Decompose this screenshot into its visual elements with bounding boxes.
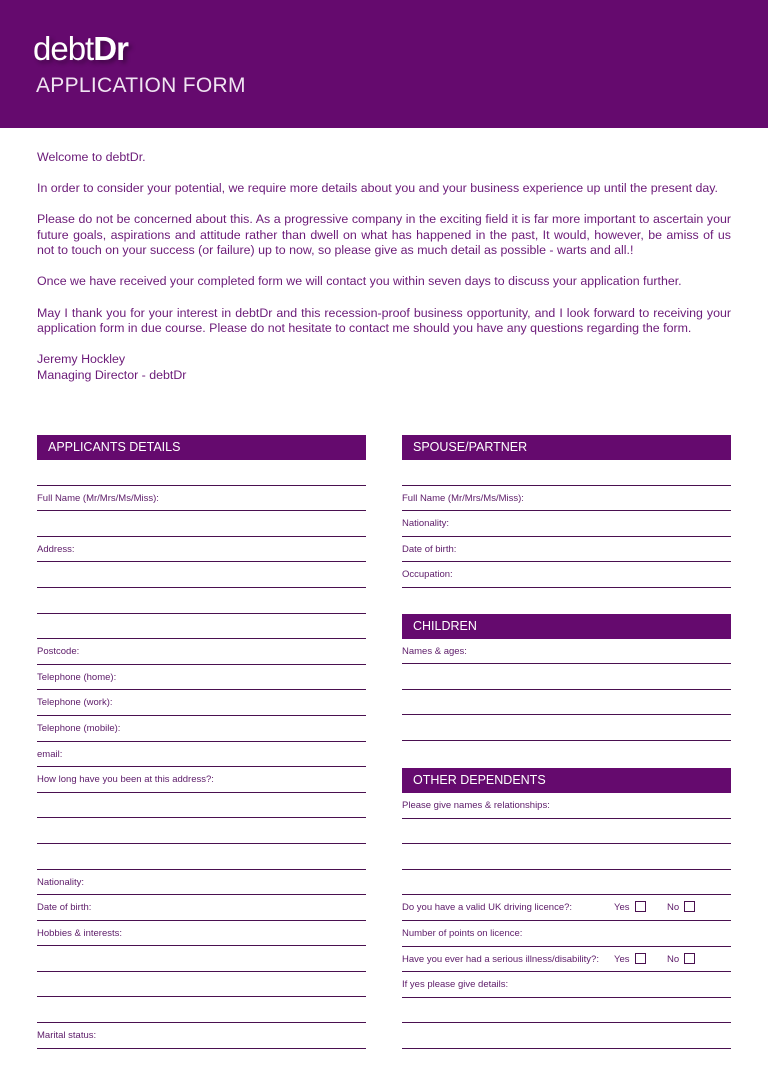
field-label: Date of birth:	[402, 543, 457, 555]
section-header-children: CHILDREN	[402, 614, 731, 639]
logo-light: debt	[33, 30, 94, 67]
field-label: Names & ages:	[402, 645, 467, 657]
signature-name: Jeremy Hockley	[37, 352, 126, 367]
checkbox[interactable]	[635, 901, 646, 912]
form-line[interactable]	[37, 793, 366, 819]
yes-label: Yes	[614, 902, 630, 914]
form-line[interactable]	[402, 844, 731, 870]
form-field[interactable]	[37, 690, 366, 716]
header-banner	[0, 0, 768, 128]
form-field[interactable]	[402, 537, 731, 563]
field-label: Telephone (mobile):	[37, 722, 121, 734]
section-header-dependents: OTHER DEPENDENTS	[402, 768, 731, 793]
form-line[interactable]	[402, 715, 731, 741]
field-label: Address:	[37, 543, 75, 555]
field-label: Do you have a valid UK driving licence?:	[402, 902, 573, 914]
intro-paragraph: In order to consider your potential, we require more details about you and your business experience up until the present day.	[37, 181, 718, 196]
field-label: Date of birth:	[37, 902, 92, 914]
illness-yes[interactable]	[614, 947, 646, 972]
licence-field[interactable]	[402, 895, 731, 921]
form-line[interactable]	[37, 972, 366, 998]
form-line[interactable]	[37, 614, 366, 640]
form-line[interactable]	[37, 844, 366, 870]
field-label: Postcode:	[37, 646, 80, 658]
details-field[interactable]	[402, 972, 731, 998]
form-line[interactable]	[37, 511, 366, 537]
section-header-applicant: APPLICANTS DETAILS	[37, 435, 366, 460]
no-label: No	[667, 953, 680, 965]
section-header-spouse: SPOUSE/PARTNER	[402, 435, 731, 460]
field-label: Please give names & relationships:	[402, 799, 550, 811]
form-line[interactable]	[402, 460, 731, 486]
form-line[interactable]	[37, 818, 366, 844]
form-field[interactable]	[402, 562, 731, 588]
right-column	[402, 435, 731, 1049]
field-label: Have you ever had a serious illness/disability?:	[402, 953, 599, 965]
checkbox[interactable]	[684, 953, 695, 964]
form-line[interactable]	[37, 588, 366, 614]
form-field[interactable]	[402, 486, 731, 512]
form-field[interactable]	[402, 511, 731, 537]
intro-paragraph: Once we have received your completed form we will contact you within seven days to discuss your application further.	[37, 274, 682, 289]
form-field[interactable]	[37, 537, 366, 563]
page-title: APPLICATION FORM	[36, 74, 246, 97]
no-label: No	[667, 902, 680, 914]
intro-paragraph: Please do not be concerned about this. As a progressive company in the exciting field it is far more important to ascertain your future goals, aspirations and attitude rather than dwell on what has happened in the past, It would, however, be amiss of us not to touch on your success (or failure) up to now, so please give as much detail as possible - warts and all.!	[37, 212, 731, 258]
form-field[interactable]	[37, 639, 366, 665]
points-field[interactable]	[402, 921, 731, 947]
form-field[interactable]	[37, 870, 366, 896]
checkbox[interactable]	[684, 901, 695, 912]
licence-no[interactable]	[667, 895, 695, 920]
field-label: Marital status:	[37, 1030, 97, 1042]
field-label: Nationality:	[37, 876, 84, 888]
applicant-details-section	[37, 435, 366, 1049]
intro-letter	[37, 150, 731, 383]
form-field[interactable]	[402, 639, 731, 665]
form-field[interactable]	[37, 1023, 366, 1049]
form-line[interactable]	[37, 460, 366, 486]
form-line[interactable]	[402, 1023, 731, 1049]
form-line[interactable]	[402, 998, 731, 1024]
form-field[interactable]	[37, 486, 366, 512]
form-field[interactable]	[402, 793, 731, 819]
signature-title: Managing Director - debtDr	[37, 367, 187, 382]
checkbox[interactable]	[635, 953, 646, 964]
form-line[interactable]	[402, 690, 731, 716]
field-label: Telephone (home):	[37, 671, 117, 683]
form-field[interactable]	[37, 921, 366, 947]
form-field[interactable]	[37, 742, 366, 768]
form-field[interactable]	[37, 716, 366, 742]
licence-yes[interactable]	[614, 895, 646, 920]
field-label: Number of points on licence:	[402, 927, 523, 939]
form-line[interactable]	[37, 997, 366, 1023]
form-line[interactable]	[37, 562, 366, 588]
field-label: Telephone (work):	[37, 697, 113, 709]
field-label: Nationality:	[402, 518, 449, 530]
field-label: If yes please give details:	[402, 979, 509, 991]
form-line[interactable]	[402, 664, 731, 690]
field-label: Occupation:	[402, 569, 453, 581]
field-label: Hobbies & interests:	[37, 927, 123, 939]
debtdr-logo	[33, 30, 128, 68]
field-label: Full Name (Mr/Mrs/Ms/Miss):	[37, 492, 159, 504]
illness-no[interactable]	[667, 947, 695, 972]
illness-field[interactable]	[402, 947, 731, 973]
yes-label: Yes	[614, 953, 630, 965]
form-line[interactable]	[402, 870, 731, 896]
field-label: email:	[37, 748, 63, 760]
intro-paragraph: Welcome to debtDr.	[37, 150, 146, 164]
form-field[interactable]	[37, 665, 366, 691]
logo-bold: Dr	[93, 30, 128, 67]
intro-paragraph: May I thank you for your interest in debtDr and this recession-proof business opportunity, and I look forward to receiving your application form in due course. Please do not hesitate to contact me should you have any questions regarding the form.	[37, 305, 731, 336]
form-field[interactable]	[37, 895, 366, 921]
field-label: Full Name (Mr/Mrs/Ms/Miss):	[402, 492, 524, 504]
form-line[interactable]	[402, 819, 731, 845]
field-label: How long have you been at this address?:	[37, 774, 214, 786]
form-line[interactable]	[37, 946, 366, 972]
form-field[interactable]	[37, 767, 366, 793]
